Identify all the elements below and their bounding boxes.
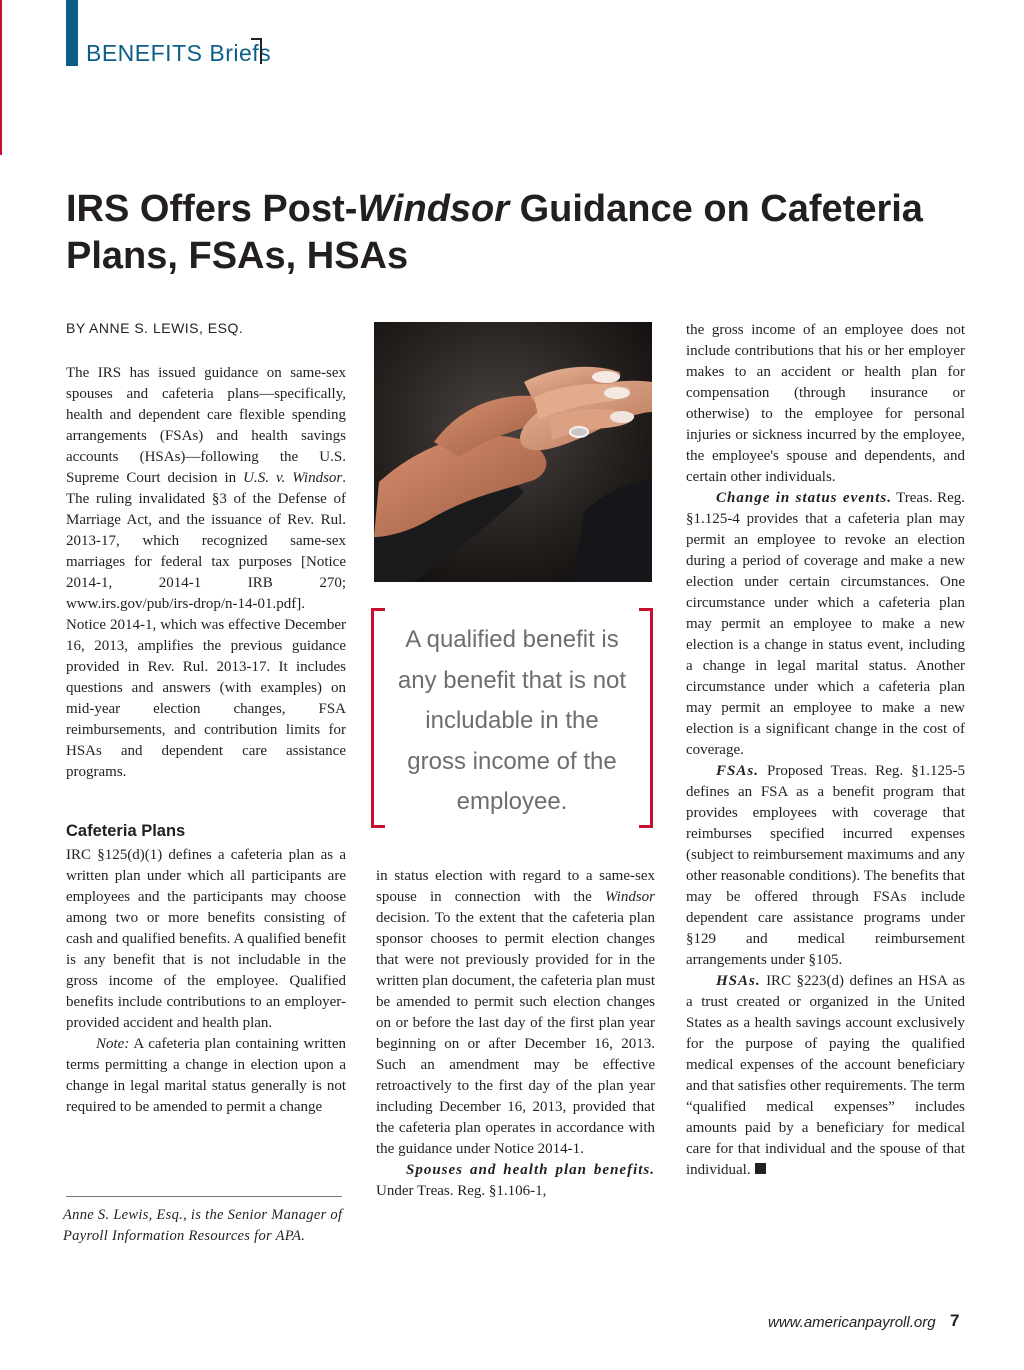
- footer-url-link[interactable]: www.americanpayroll.org: [768, 1314, 936, 1331]
- case-name: U.S. v. Windsor: [243, 470, 343, 486]
- change-status-text: Treas. Reg. §1.125-4 provides that a cafeteria plan may permit an employee to revoke an election during a period of coverage and make a new election under certain circumstances. One circumstance under which a cafeteria plan may permit an employee to make a new election is a change in status event, including a change in legal marital status. Another circumstance under which a cafeteria plan may permit an employee to make a new election is a significant change in the cost of coverage.: [686, 490, 965, 758]
- note-paragraph: [66, 1034, 346, 1118]
- section-label: [86, 40, 271, 67]
- page-number: 7: [950, 1311, 960, 1330]
- election-text-b: decision. To the extent that the cafeteria plan sponsor chooses to permit election changes that were not previously provided for in the written plan document, the cafeteria plan must be amended to permit such election changes on or before the last day of the first plan year beginning on or after December 16, 2013. Such an amendment may be effective retroactively to the first day of the plan year including December 16, 2013, provided that the cafeteria plan operates in accordance with the guidance under Notice 2014-1.: [376, 910, 655, 1157]
- change-status-paragraph: [686, 488, 965, 761]
- section-corner-mark: [251, 38, 262, 64]
- byline: BY ANNE S. LEWIS, ESQ.: [66, 320, 244, 336]
- spouses-paragraph: [376, 1160, 655, 1202]
- right-column: [686, 320, 965, 1181]
- election-text-a: in status election with regard to a same-sex spouse in connection with the: [376, 868, 655, 905]
- note-label: Note:: [96, 1036, 130, 1052]
- headline-part2: Guidance on Cafeteria Plans, FSAs, HSAs: [66, 188, 923, 277]
- end-mark-icon: [755, 1163, 766, 1174]
- change-status-runin-heading: Change in status events.: [716, 490, 892, 506]
- hsa-text: IRC §223(d) defines an HSA as a trust created or organized in the United States as a health savings account exclusively for the purpose of paying the qualified medical expenses of the account beneficiary and that satisfies other requirements. The term “qualified medical expenses” includes amounts paid by a beneficiary for medical care for that individual and the spouse of that individual.: [686, 973, 965, 1178]
- pull-quote-text: A qualified benefit is any benefit that is not includable in the gross income of the employee.: [397, 626, 627, 815]
- article-headline: [66, 186, 926, 280]
- cafeteria-paragraph: IRC §125(d)(1) defines a cafeteria plan as a written plan under which all participants are employees and the participants may choose among two or more benefits consisting of cash and qualified benefits. A qualified benefit is any benefit that is not includable in the gross income of the employee. Qualified benefits include contributions to an employer-provided accident and health plan.: [66, 847, 346, 1031]
- election-paragraph: [376, 866, 655, 1160]
- intro-column: [66, 363, 346, 783]
- section-label-main: BENEFITS: [86, 40, 210, 66]
- fsa-runin-heading: FSAs.: [716, 763, 759, 779]
- left-edge-rule: [0, 0, 2, 155]
- fsa-text: Proposed Treas. Reg. §1.125-5 defines an FSA as a benefit program that provides employees with coverage that reimburses specified incurred expenses (subject to reimbursement maximums and any other reasonable conditions). The benefits that may be offered through FSAs include dependent care assistance programs under §129 and medical reimbursement arrangements under §105.: [686, 763, 965, 968]
- cafeteria-column: [66, 845, 346, 1118]
- intro-paragraph: [66, 363, 346, 783]
- hsa-paragraph: [686, 971, 965, 1181]
- intro-text-b: . The ruling invalidated §3 of the Defense of Marriage Act, and the issuance of Rev. Rul. 2013-17, which recognized same-sex marriages for federal tax purposes [Notice 2014-1, 2014-1 IRB 270; www.irs.gov/pub/irs-drop/n-14-01.pdf]. Notice 2014-1, which was effective December 16, 2013, amplifies the previous guidance provided in Rev. Rul. 2013-17. It includes questions and answers (with examples) on mid-year election changes, FSA reimbursements, and contribution limits for HSAs and dependent care assistance programs.: [66, 470, 346, 780]
- cafeteria-plans-heading: Cafeteria Plans: [66, 822, 186, 840]
- headline-italic: Windsor: [357, 188, 510, 230]
- headline-part1: IRS Offers Post-: [66, 188, 358, 230]
- note-text: A cafeteria plan containing written terms permitting a change in election upon a change in legal marital status generally is not required to be amended to permit a change: [66, 1036, 346, 1115]
- hsa-runin-heading: HSAs.: [716, 973, 761, 989]
- author-bio: Anne S. Lewis, Esq., is the Senior Manager of Payroll Information Resources for APA.: [63, 1207, 343, 1244]
- spouses-runin-heading: Spouses and health plan benefits.: [406, 1162, 655, 1178]
- gross-income-paragraph: the gross income of an employee does not include contributions that his or her employer makes to an accident or health plan for compensation (through insurance or otherwise) to the employee for personal injuries or sickness incurred by the employee, the employee's spouse and dependents, and certain other individuals.: [686, 322, 965, 485]
- pull-quote: [371, 608, 653, 828]
- pull-quote-right-bracket: [639, 608, 653, 828]
- middle-column: [376, 866, 655, 1202]
- wedding-ring-photo: [374, 322, 652, 582]
- case-name-windsor: Windsor: [604, 889, 655, 905]
- pull-quote-left-bracket: [371, 608, 385, 828]
- section-label-accent: Briefs: [209, 40, 272, 66]
- section-color-bar: [66, 0, 78, 66]
- intro-text-a: The IRS has issued guidance on same-sex spouses and cafeteria plans—specifically, health and dependent care flexible spending arrangements (FSAs) and health savings accounts (HSAs)—following the U.S. Supreme Court decision in: [66, 365, 346, 486]
- footnote-divider: [66, 1196, 342, 1197]
- fsa-paragraph: [686, 761, 965, 971]
- spouses-text: Under Treas. Reg. §1.106-1,: [376, 1183, 547, 1199]
